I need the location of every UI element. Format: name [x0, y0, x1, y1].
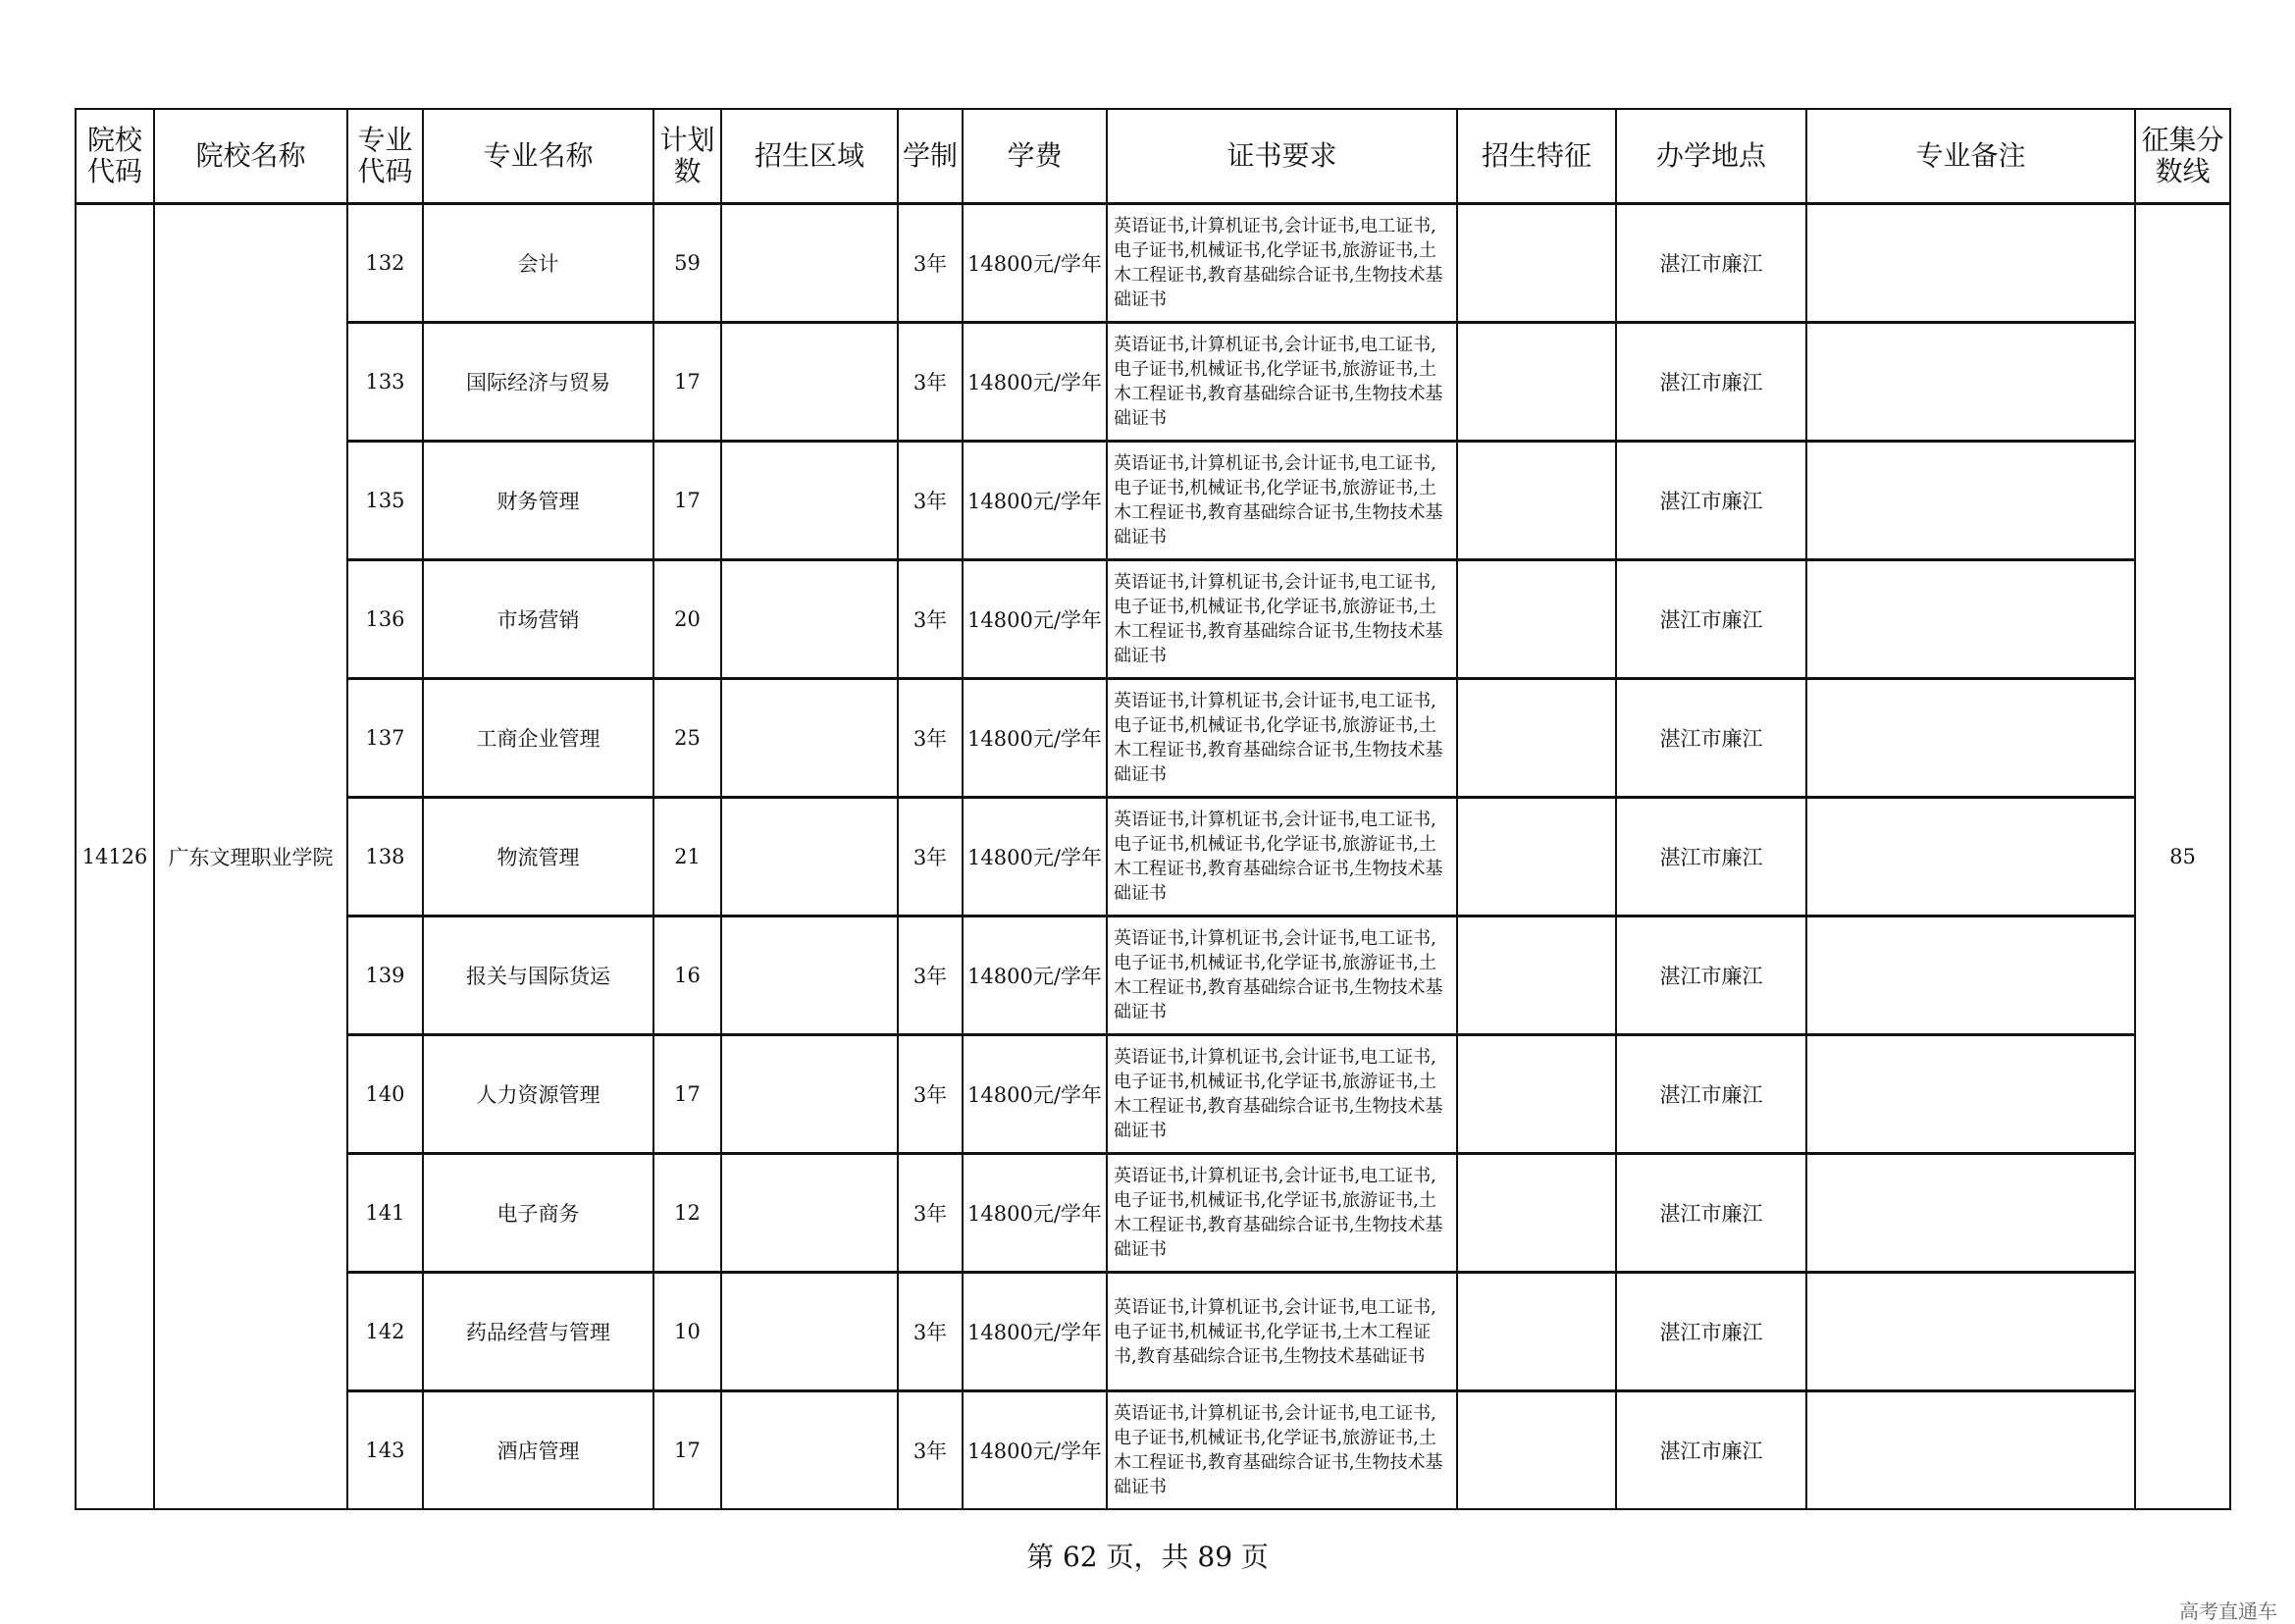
location-cell: 湛江市廉江	[1616, 560, 1806, 679]
table-row	[76, 1154, 2230, 1273]
duration-cell: 3年	[898, 798, 963, 917]
region-cell	[721, 1154, 898, 1273]
feature-cell	[1457, 917, 1616, 1035]
plan-count-cell: 12	[653, 1154, 721, 1273]
major-name-cell: 财务管理	[423, 442, 653, 560]
plan-count-cell: 10	[653, 1273, 721, 1391]
major-name-cell: 工商企业管理	[423, 679, 653, 798]
header-major-name: 专业名称	[423, 109, 653, 204]
score-line-cell: 85	[2135, 204, 2230, 1510]
major-name-cell: 人力资源管理	[423, 1035, 653, 1154]
region-cell	[721, 442, 898, 560]
header-duration: 学制	[898, 109, 963, 204]
remark-cell	[1806, 1154, 2135, 1273]
plan-count-cell: 17	[653, 1035, 721, 1154]
major-code-cell: 142	[347, 1273, 423, 1391]
table-row	[76, 1391, 2230, 1510]
duration-cell: 3年	[898, 442, 963, 560]
major-name-cell: 市场营销	[423, 560, 653, 679]
cert-cell: 英语证书,计算机证书,会计证书,电工证书,电子证书,机械证书,化学证书,旅游证书,土木工程证书,教育基础综合证书,生物技术基础证书	[1107, 1391, 1457, 1510]
major-code-cell: 141	[347, 1154, 423, 1273]
cert-cell: 英语证书,计算机证书,会计证书,电工证书,电子证书,机械证书,化学证书,土木工程证书,教育基础综合证书,生物技术基础证书	[1107, 1273, 1457, 1391]
feature-cell	[1457, 442, 1616, 560]
duration-cell: 3年	[898, 1154, 963, 1273]
location-cell: 湛江市廉江	[1616, 1273, 1806, 1391]
remark-cell	[1806, 442, 2135, 560]
region-cell	[721, 798, 898, 917]
watermark: 高考直通车	[2179, 1599, 2277, 1623]
region-cell	[721, 204, 898, 323]
major-code-cell: 139	[347, 917, 423, 1035]
major-code-cell: 132	[347, 204, 423, 323]
major-code-cell: 140	[347, 1035, 423, 1154]
major-code-cell: 143	[347, 1391, 423, 1510]
location-cell: 湛江市廉江	[1616, 1391, 1806, 1510]
region-cell	[721, 1273, 898, 1391]
fee-cell: 14800元/学年	[963, 442, 1107, 560]
region-cell	[721, 323, 898, 442]
major-name-cell: 物流管理	[423, 798, 653, 917]
feature-cell	[1457, 798, 1616, 917]
table-row	[76, 560, 2230, 679]
location-cell: 湛江市廉江	[1616, 442, 1806, 560]
fee-cell: 14800元/学年	[963, 917, 1107, 1035]
table-body	[76, 204, 2230, 1510]
region-cell	[721, 917, 898, 1035]
cert-cell: 英语证书,计算机证书,会计证书,电工证书,电子证书,机械证书,化学证书,旅游证书,土木工程证书,教育基础综合证书,生物技术基础证书	[1107, 560, 1457, 679]
table-row	[76, 917, 2230, 1035]
major-name-cell: 报关与国际货运	[423, 917, 653, 1035]
major-name-cell: 会计	[423, 204, 653, 323]
major-name-cell: 国际经济与贸易	[423, 323, 653, 442]
table-row	[76, 679, 2230, 798]
location-cell: 湛江市廉江	[1616, 323, 1806, 442]
major-code-cell: 138	[347, 798, 423, 917]
cert-cell: 英语证书,计算机证书,会计证书,电工证书,电子证书,机械证书,化学证书,旅游证书,土木工程证书,教育基础综合证书,生物技术基础证书	[1107, 1154, 1457, 1273]
fee-cell: 14800元/学年	[963, 323, 1107, 442]
header-major-code: 专业代码	[347, 109, 423, 204]
major-code-cell: 135	[347, 442, 423, 560]
header-plan-count: 计划数	[653, 109, 721, 204]
page-footer: 第 62 页，共 89 页	[1026, 1541, 1269, 1573]
location-cell: 湛江市廉江	[1616, 1154, 1806, 1273]
header-score: 征集分数线	[2135, 109, 2230, 204]
duration-cell: 3年	[898, 1035, 963, 1154]
school-code-cell: 14126	[76, 204, 154, 1510]
feature-cell	[1457, 204, 1616, 323]
header-location: 办学地点	[1616, 109, 1806, 204]
duration-cell: 3年	[898, 323, 963, 442]
plan-count-cell: 25	[653, 679, 721, 798]
remark-cell	[1806, 798, 2135, 917]
remark-cell	[1806, 1391, 2135, 1510]
duration-cell: 3年	[898, 679, 963, 798]
fee-cell: 14800元/学年	[963, 1154, 1107, 1273]
plan-count-cell: 17	[653, 442, 721, 560]
feature-cell	[1457, 1154, 1616, 1273]
location-cell: 湛江市廉江	[1616, 798, 1806, 917]
remark-cell	[1806, 917, 2135, 1035]
table-row	[76, 323, 2230, 442]
school-name-cell: 广东文理职业学院	[154, 204, 347, 1510]
cert-cell: 英语证书,计算机证书,会计证书,电工证书,电子证书,机械证书,化学证书,旅游证书,土木工程证书,教育基础综合证书,生物技术基础证书	[1107, 442, 1457, 560]
major-name-cell: 药品经营与管理	[423, 1273, 653, 1391]
region-cell	[721, 679, 898, 798]
remark-cell	[1806, 323, 2135, 442]
location-cell: 湛江市廉江	[1616, 204, 1806, 323]
fee-cell: 14800元/学年	[963, 798, 1107, 917]
table-row	[76, 442, 2230, 560]
major-code-cell: 133	[347, 323, 423, 442]
header-school-code: 院校代码	[76, 109, 154, 204]
cert-cell: 英语证书,计算机证书,会计证书,电工证书,电子证书,机械证书,化学证书,旅游证书,土木工程证书,教育基础综合证书,生物技术基础证书	[1107, 917, 1457, 1035]
duration-cell: 3年	[898, 917, 963, 1035]
cert-cell: 英语证书,计算机证书,会计证书,电工证书,电子证书,机械证书,化学证书,旅游证书,土木工程证书,教育基础综合证书,生物技术基础证书	[1107, 1035, 1457, 1154]
plan-count-cell: 59	[653, 204, 721, 323]
remark-cell	[1806, 560, 2135, 679]
remark-cell	[1806, 1035, 2135, 1154]
table-row	[76, 204, 2230, 323]
cert-cell: 英语证书,计算机证书,会计证书,电工证书,电子证书,机械证书,化学证书,旅游证书,土木工程证书,教育基础综合证书,生物技术基础证书	[1107, 204, 1457, 323]
plan-count-cell: 21	[653, 798, 721, 917]
region-cell	[721, 560, 898, 679]
duration-cell: 3年	[898, 1273, 963, 1391]
header-fee: 学费	[963, 109, 1107, 204]
major-name-cell: 电子商务	[423, 1154, 653, 1273]
duration-cell: 3年	[898, 560, 963, 679]
header-region: 招生区域	[721, 109, 898, 204]
feature-cell	[1457, 323, 1616, 442]
region-cell	[721, 1035, 898, 1154]
duration-cell: 3年	[898, 1391, 963, 1510]
cert-cell: 英语证书,计算机证书,会计证书,电工证书,电子证书,机械证书,化学证书,旅游证书,土木工程证书,教育基础综合证书,生物技术基础证书	[1107, 323, 1457, 442]
header-feature: 招生特征	[1457, 109, 1616, 204]
cert-cell: 英语证书,计算机证书,会计证书,电工证书,电子证书,机械证书,化学证书,旅游证书,土木工程证书,教育基础综合证书,生物技术基础证书	[1107, 679, 1457, 798]
table-row	[76, 1035, 2230, 1154]
table-row	[76, 1273, 2230, 1391]
feature-cell	[1457, 1035, 1616, 1154]
feature-cell	[1457, 1273, 1616, 1391]
header-cert: 证书要求	[1107, 109, 1457, 204]
plan-count-cell: 20	[653, 560, 721, 679]
location-cell: 湛江市廉江	[1616, 917, 1806, 1035]
fee-cell: 14800元/学年	[963, 1273, 1107, 1391]
admission-table	[75, 108, 2231, 1510]
major-code-cell: 137	[347, 679, 423, 798]
fee-cell: 14800元/学年	[963, 204, 1107, 323]
cert-cell: 英语证书,计算机证书,会计证书,电工证书,电子证书,机械证书,化学证书,旅游证书,土木工程证书,教育基础综合证书,生物技术基础证书	[1107, 798, 1457, 917]
fee-cell: 14800元/学年	[963, 679, 1107, 798]
remark-cell	[1806, 1273, 2135, 1391]
remark-cell	[1806, 204, 2135, 323]
header-row	[76, 109, 2230, 204]
fee-cell: 14800元/学年	[963, 1391, 1107, 1510]
table-row	[76, 798, 2230, 917]
remark-cell	[1806, 679, 2135, 798]
region-cell	[721, 1391, 898, 1510]
feature-cell	[1457, 1391, 1616, 1510]
location-cell: 湛江市廉江	[1616, 1035, 1806, 1154]
major-name-cell: 酒店管理	[423, 1391, 653, 1510]
plan-count-cell: 16	[653, 917, 721, 1035]
fee-cell: 14800元/学年	[963, 1035, 1107, 1154]
major-code-cell: 136	[347, 560, 423, 679]
fee-cell: 14800元/学年	[963, 560, 1107, 679]
duration-cell: 3年	[898, 204, 963, 323]
plan-count-cell: 17	[653, 323, 721, 442]
feature-cell	[1457, 679, 1616, 798]
plan-count-cell: 17	[653, 1391, 721, 1510]
header-remark: 专业备注	[1806, 109, 2135, 204]
location-cell: 湛江市廉江	[1616, 679, 1806, 798]
header-school-name: 院校名称	[154, 109, 347, 204]
feature-cell	[1457, 560, 1616, 679]
